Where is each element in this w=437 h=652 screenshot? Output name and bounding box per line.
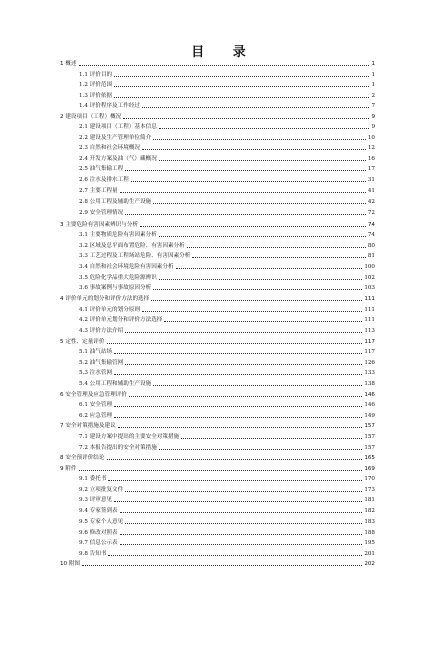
toc-chapter-entry[interactable] (60, 389, 375, 399)
toc-entry-label: 4 评价单元的划分和评价方法的选择 (60, 296, 150, 302)
toc-dot-leader (114, 76, 369, 77)
toc-page-number: 149 (364, 412, 375, 419)
toc-page-number: 17 (367, 166, 375, 172)
toc-page-number: 102 (364, 274, 375, 281)
toc-entry-label: 9.6 修改对照表 (79, 529, 118, 536)
toc-dot-leader (108, 480, 362, 481)
toc-entry-label: 2.1 建设项目（工程）基本信息 (79, 124, 157, 130)
toc-entry-label: 8 安全预评价结论 (60, 455, 105, 461)
toc-dot-leader (114, 417, 362, 418)
toc-page-number: 117 (364, 338, 375, 345)
toc-section-entry[interactable] (79, 272, 375, 282)
toc-page-number: 126 (364, 359, 375, 366)
toc-section-entry[interactable] (79, 163, 375, 173)
toc-page-number: 146 (364, 391, 375, 398)
toc-dot-leader (118, 427, 363, 428)
toc-chapter-entry[interactable] (60, 336, 375, 346)
toc-dot-leader (120, 512, 363, 513)
toc-dot-leader (125, 332, 362, 333)
toc-entry-label: 4.1 评价单元的划分原则 (79, 306, 141, 313)
toc-page-number: 1 (371, 82, 375, 88)
toc-section-entry[interactable] (79, 185, 375, 195)
toc-section-entry[interactable] (79, 207, 375, 217)
toc-page-number: 100 (364, 264, 375, 270)
toc-entry-label: 1.2 评价范围 (79, 82, 113, 88)
toc-page-number: 72 (367, 210, 375, 216)
toc-section-entry[interactable] (79, 282, 375, 292)
toc-page-number: 111 (364, 306, 375, 313)
toc-section-entry[interactable] (79, 399, 375, 409)
toc-section-entry[interactable] (79, 174, 375, 184)
toc-dot-leader (114, 86, 369, 87)
toc-entry-label: 4.3 评价方法介绍 (79, 327, 124, 334)
toc-dot-leader (107, 343, 363, 344)
toc-section-entry[interactable] (79, 548, 375, 558)
toc-section-entry[interactable] (79, 378, 375, 388)
toc-chapter-entry[interactable] (60, 58, 375, 68)
toc-entry-label: 2.4 开发方案及油（气）藏概况 (79, 155, 157, 162)
toc-page-number: 2 (371, 92, 375, 99)
toc-dot-leader (125, 491, 362, 492)
toc-section-entry[interactable] (79, 196, 375, 206)
toc-dot-leader (142, 149, 366, 150)
toc-entry-label: 3.1 主要物质危险有害因素分析 (79, 232, 157, 238)
toc-chapter-entry[interactable] (60, 420, 375, 430)
toc-entry-label: 2 建设项目（工程）概况 (60, 113, 122, 120)
toc-section-entry[interactable] (79, 325, 375, 335)
toc-entry-label: 7.2 本报告提出的安全对策措施 (79, 444, 157, 451)
toc-section-entry[interactable] (79, 484, 375, 494)
toc-page-number: 157 (364, 423, 375, 429)
toc-section-entry[interactable] (79, 357, 375, 367)
toc-entry-label: 3.4 自然和社会环境危险有害因素分析 (79, 264, 174, 270)
toc-dot-leader (125, 364, 362, 365)
toc-page-number: 117 (364, 349, 375, 355)
toc-entry-label: 3.5 危险化学品重大危险源辨识 (79, 274, 157, 281)
toc-page-number: 169 (364, 465, 375, 472)
toc-page-number: 12 (367, 145, 375, 151)
toc-section-entry[interactable] (79, 100, 375, 110)
toc-page-number: 74 (367, 221, 375, 228)
toc-chapter-entry[interactable] (60, 452, 375, 462)
toc-page-number: 41 (367, 188, 375, 194)
toc-entry-label: 2.9 安全管理情况 (79, 210, 124, 216)
toc-dot-leader (159, 279, 363, 280)
toc-dot-leader (192, 257, 366, 258)
toc-page-number: 16 (367, 155, 375, 162)
toc-dot-leader (114, 353, 362, 354)
toc-entry-label: 1 概述 (60, 61, 77, 67)
toc-section-entry[interactable] (79, 142, 375, 152)
toc-entry-label: 3.2 区域及总平面布置危险、有害因素分析 (79, 242, 185, 249)
toc-page-number: 113 (364, 327, 375, 334)
toc-page-number: 133 (364, 370, 375, 376)
toc-page-number: 42 (367, 199, 375, 205)
toc-page-number: 10 (367, 134, 375, 141)
toc-page-number: 7 (371, 103, 375, 109)
toc-entry-label: 5 定性、定量评价 (60, 338, 105, 345)
toc-entry-label: 1.4 评价程序及工作经过 (79, 103, 141, 109)
toc-section-entry[interactable] (79, 473, 375, 483)
toc-entry-label: 5.3 注水管网 (79, 370, 113, 376)
toc-section-entry[interactable] (79, 229, 375, 239)
toc-section-entry[interactable] (79, 304, 375, 314)
toc-dot-leader (120, 534, 363, 535)
toc-dot-leader (114, 501, 362, 502)
toc-dot-leader (151, 300, 362, 301)
toc-entry-label: 6.2 应急管理 (79, 412, 113, 419)
toc-page-number: 81 (367, 253, 375, 259)
toc-entry-label: 6 安全管理及应急管理评价 (60, 391, 127, 398)
toc-entry-label: 1.3 评价依据 (79, 92, 113, 99)
toc-page-number: 111 (364, 296, 375, 302)
toc-dot-leader (129, 396, 362, 397)
toc-page-number: 188 (364, 529, 375, 536)
toc-entry-label: 4.2 评价单元划分和评价方法选择 (79, 317, 163, 323)
toc-page-number: 202 (364, 561, 375, 567)
toc-section-entry[interactable] (79, 527, 375, 537)
toc-entry-label: 2.8 公用工程及辅助生产设施 (79, 199, 152, 205)
toc-entry-label: 9.8 告知书 (79, 550, 107, 557)
toc-entry-label: 9.5 专家个人意见 (79, 519, 124, 525)
toc-page-number: 1 (371, 61, 375, 67)
toc-page-number: 182 (364, 507, 375, 514)
toc-dot-leader (125, 523, 362, 524)
toc-page-number: 195 (364, 540, 375, 546)
toc-dot-leader (114, 374, 362, 375)
toc-entry-label: 10 附图 (60, 561, 81, 567)
toc-entry-label: 1.1 评价目的 (79, 71, 113, 78)
toc-section-entry[interactable] (79, 121, 375, 131)
toc-section-entry[interactable] (79, 250, 375, 260)
toc-page-number: 9 (371, 113, 375, 120)
toc-entry-label: 2.7 主要工程量 (79, 188, 118, 194)
toc-dot-leader (108, 555, 362, 556)
toc-dot-leader (114, 97, 369, 98)
toc-dot-leader (159, 236, 366, 237)
toc-entry-label: 3 主要危险有害因素辨识与分析 (60, 221, 139, 228)
toc-page-number: 111 (364, 317, 375, 323)
toc-chapter-entry[interactable] (60, 111, 375, 121)
toc-section-entry[interactable] (79, 90, 375, 100)
toc-page-number: 157 (364, 444, 375, 451)
toc-entry-label: 5.4 公用工程和辅助生产设施 (79, 380, 152, 387)
toc-section-entry[interactable] (79, 314, 375, 324)
toc-page-number: 80 (367, 242, 375, 249)
toc-section-entry[interactable] (79, 132, 375, 142)
toc-entry-label: 5.2 油气集输管网 (79, 359, 124, 366)
toc-dot-leader (181, 438, 362, 439)
toc-page-number: 173 (364, 486, 375, 493)
toc-page-number: 183 (364, 519, 375, 525)
toc-section-entry[interactable] (79, 516, 375, 526)
toc-section-entry[interactable] (79, 494, 375, 504)
toc-section-entry[interactable] (79, 431, 375, 441)
toc-dot-leader (120, 192, 366, 193)
toc-dot-leader (120, 544, 363, 545)
toc-dot-leader (153, 289, 362, 290)
toc-entry-label: 7.1 建设方案中提出的主要安全对策措施 (79, 434, 180, 440)
toc-chapter-entry[interactable] (60, 293, 375, 303)
toc-section-entry[interactable] (79, 79, 375, 89)
toc-entry-label: 2.3 自然和社会环境概况 (79, 145, 141, 151)
toc-page-number: 9 (371, 124, 375, 130)
toc-page-number: 31 (367, 177, 375, 183)
toc-entry-label: 9.4 专家签到表 (79, 507, 118, 514)
toc-page-number: 181 (364, 497, 375, 503)
toc-entry-label: 7 安全对策措施及建议 (60, 423, 116, 429)
toc-chapter-entry[interactable] (60, 558, 375, 568)
toc-page-number: 74 (367, 232, 375, 238)
toc-dot-leader (142, 311, 362, 312)
toc-entry-label: 9 附件 (60, 465, 77, 472)
toc-entry-label: 5.1 油气站场 (79, 349, 113, 355)
toc-entry-label: 2.5 油气集输工程 (79, 166, 124, 172)
toc-dot-leader (142, 107, 369, 108)
toc-section-entry[interactable] (79, 261, 375, 271)
toc-section-entry[interactable] (79, 367, 375, 377)
toc-dot-leader (187, 247, 366, 248)
toc-dot-leader (153, 385, 362, 386)
toc-entry-label: 2.6 注水及排水工程 (79, 177, 129, 183)
toc-entry-label: 9.7 信息公示表 (79, 540, 118, 546)
toc-entry-label: 3.3 工艺过程及工程场站危险、有害因素分析 (79, 253, 191, 259)
toc-dot-leader (140, 226, 366, 227)
toc-chapter-entry[interactable] (60, 463, 375, 473)
toc-section-entry[interactable] (79, 442, 375, 452)
toc-dot-leader (131, 181, 366, 182)
toc-section-entry[interactable] (79, 240, 375, 250)
toc-dot-leader (176, 268, 363, 269)
toc-section-entry[interactable] (79, 346, 375, 356)
toc-page-number: 103 (364, 285, 375, 291)
toc-dot-leader (125, 170, 366, 171)
toc-page-number: 201 (364, 550, 375, 557)
toc-dot-leader (159, 160, 366, 161)
toc-entry-label: 9.2 立项批复文件 (79, 486, 124, 493)
toc-page-number: 1 (371, 71, 375, 78)
toc-dot-leader (123, 118, 369, 119)
toc-page-number: 146 (364, 402, 375, 408)
toc-entry-label: 2.2 建设及生产管理单位简介 (79, 134, 152, 141)
toc-section-entry[interactable] (79, 69, 375, 79)
toc-dot-leader (82, 565, 362, 566)
toc-section-entry[interactable] (79, 505, 375, 515)
toc-page-number: 157 (364, 434, 375, 440)
toc-dot-leader (114, 406, 362, 407)
toc-dot-leader (153, 203, 366, 204)
toc-section-entry[interactable] (79, 410, 375, 420)
toc-page-number: 165 (364, 455, 375, 461)
toc-dot-leader (79, 65, 370, 66)
toc-dot-leader (159, 128, 370, 129)
toc-page-number: 138 (364, 380, 375, 387)
toc-dot-leader (164, 321, 362, 322)
toc-chapter-entry[interactable] (60, 219, 375, 229)
toc-dot-leader (159, 449, 363, 450)
toc-section-entry[interactable] (79, 537, 375, 547)
page-title: 目 录 (191, 45, 258, 60)
toc-entry-label: 9.3 评审意见 (79, 497, 113, 503)
toc-dot-leader (79, 470, 363, 471)
toc-section-entry[interactable] (79, 153, 375, 163)
toc-entry-label: 6.1 安全管理 (79, 402, 113, 408)
toc-dot-leader (107, 459, 363, 460)
toc-dot-leader (125, 214, 366, 215)
toc-entry-label: 3.6 事故案例与事故原因分析 (79, 285, 152, 291)
toc-dot-leader (153, 139, 366, 140)
toc-page-number: 170 (364, 476, 375, 482)
toc-entry-label: 9.1 委托书 (79, 476, 107, 482)
